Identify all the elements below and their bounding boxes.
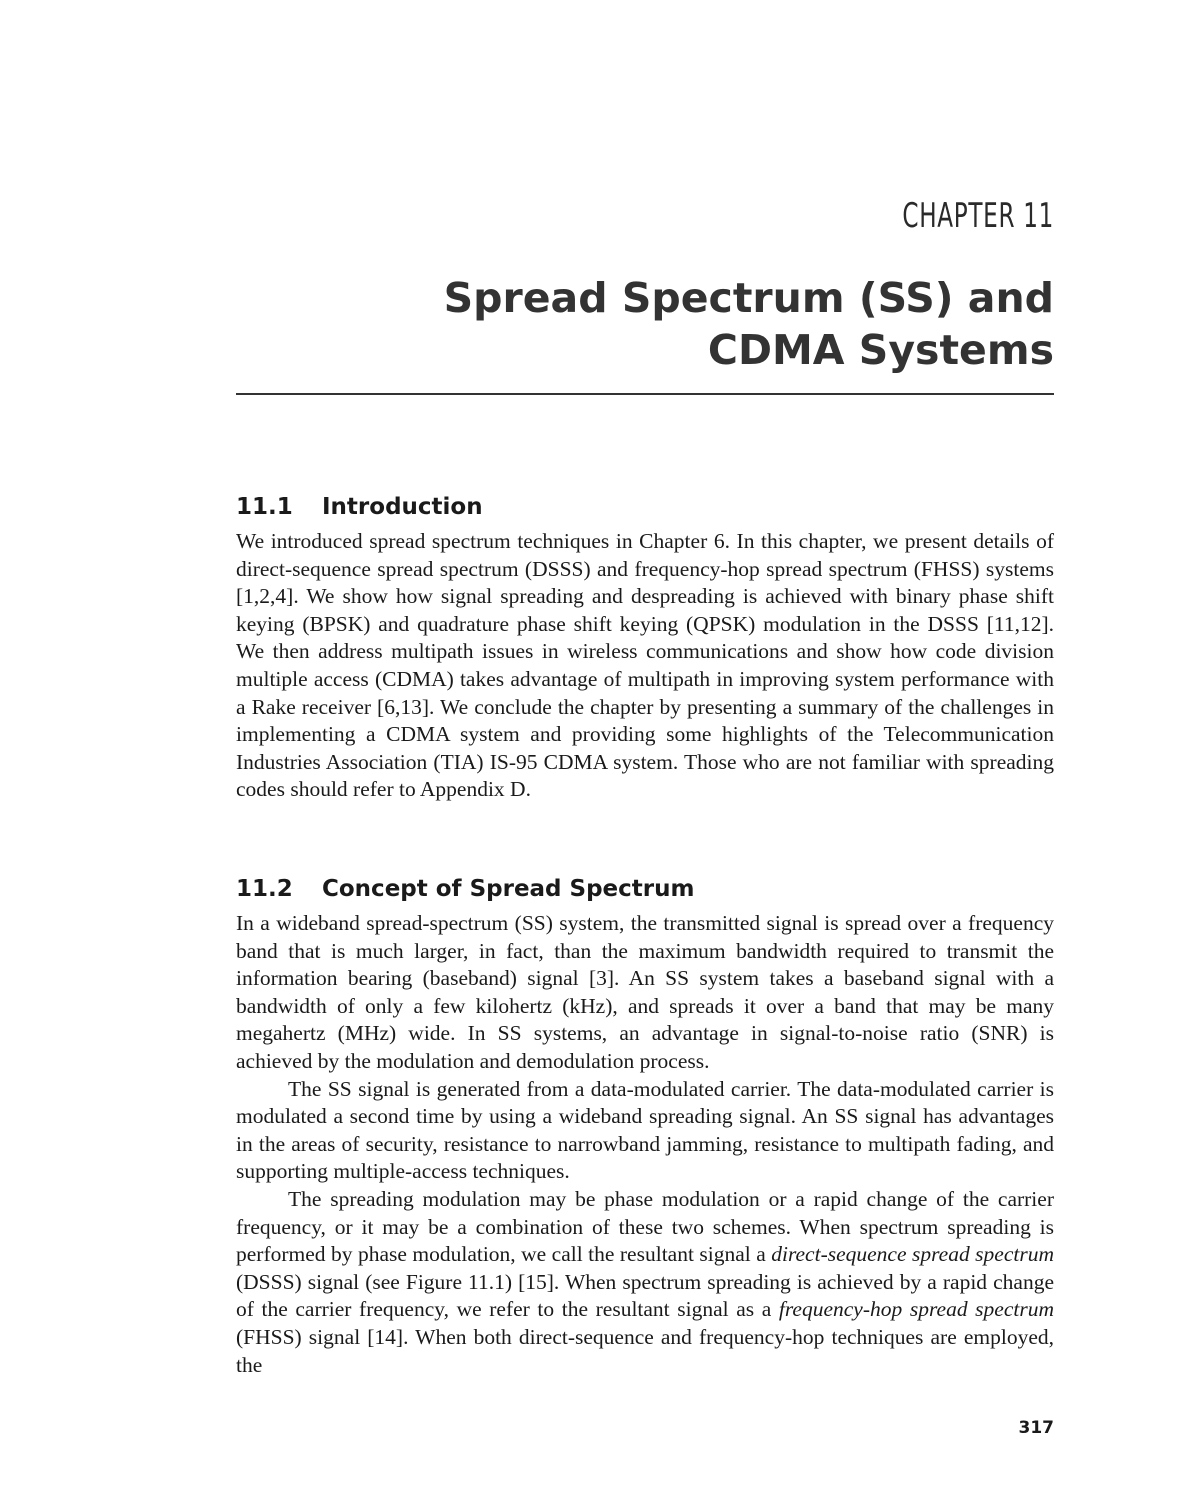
paragraph-text: The spreading modulation may be phase modulation or a rapid change of the carrier frequency, or it may be a combination of these two schemes. When spectrum spreading is performed by phase modulation, we call the resultant signal a	[236, 1186, 1054, 1267]
introduction-body	[236, 528, 1054, 804]
paragraph-text: (DSSS) signal (see Figure 11.1) [15]. When spectrum spreading is achieved by a rapid change of the carrier frequency, we refer to the resultant signal as a	[236, 1269, 1054, 1322]
section-heading-introduction	[236, 494, 483, 520]
chapter-title-line-1: Spread Spectrum (SS) and	[443, 274, 1054, 322]
section-title: Concept of Spread Spectrum	[322, 876, 695, 902]
chapter-title	[236, 272, 1054, 376]
paragraph: The SS signal is generated from a data-modulated carrier. The data-modulated carrier is modulated a second time by using a wideband spreading signal. An SS signal has advantages in the areas of security, resistance to narrowband jamming, resistance to multipath fading, and supporting multiple-access techniques.	[236, 1076, 1054, 1184]
section-number: 11.2	[236, 876, 293, 902]
paragraph: In a wideband spread-spectrum (SS) system, the transmitted signal is spread over a frequency band that is much larger, in fact, than the maximum bandwidth required to transmit the information bearing (baseband) signal [3]. An SS system takes a baseband signal with a bandwidth of only a few kilohertz (kHz), and spreads it over a band that may be many megahertz (MHz) wide. In SS systems, an advantage in signal-to-noise ratio (SNR) is achieved by the modulation and demodulation process.	[236, 911, 1054, 1073]
italic-term: direct-sequence spread spectrum	[771, 1242, 1054, 1267]
concept-body	[236, 910, 1054, 1379]
section-number: 11.1	[236, 494, 293, 520]
page-number: 317	[1018, 1418, 1054, 1438]
italic-term: frequency-hop spread spectrum	[778, 1297, 1054, 1322]
paragraph	[236, 1186, 1054, 1379]
chapter-title-line-2: CDMA Systems	[707, 326, 1054, 374]
chapter-label: CHAPTER 11	[902, 196, 1054, 236]
book-page	[236, 0, 1054, 1489]
paragraph: We introduced spread spectrum techniques in Chapter 6. In this chapter, we present details of direct-sequence spread spectrum (DSSS) and frequency-hop spread spectrum (FHSS) systems [1,2,4]. We show how signal spreading and despreading is achieved with binary phase shift keying (BPSK) and quadrature phase shift keying (QPSK) modulation in the DSSS [11,12]. We then address multipath issues in wireless communications and show how code division multiple access (CDMA) takes advantage of multipath in improving system performance with a Rake receiver [6,13]. We conclude the chapter by presenting a summary of the challenges in implementing a CDMA system and providing some highlights of the Telecommunication Industries Association (TIA) IS-95 CDMA system. Those who are not familiar with spreading codes should refer to Appendix D.	[236, 529, 1054, 802]
section-title: Introduction	[322, 494, 483, 520]
section-heading-concept	[236, 876, 694, 902]
paragraph-text: (FHSS) signal [14]. When both direct-sequence and frequency-hop techniques are employed, the	[236, 1324, 1054, 1377]
chapter-divider	[236, 393, 1054, 395]
